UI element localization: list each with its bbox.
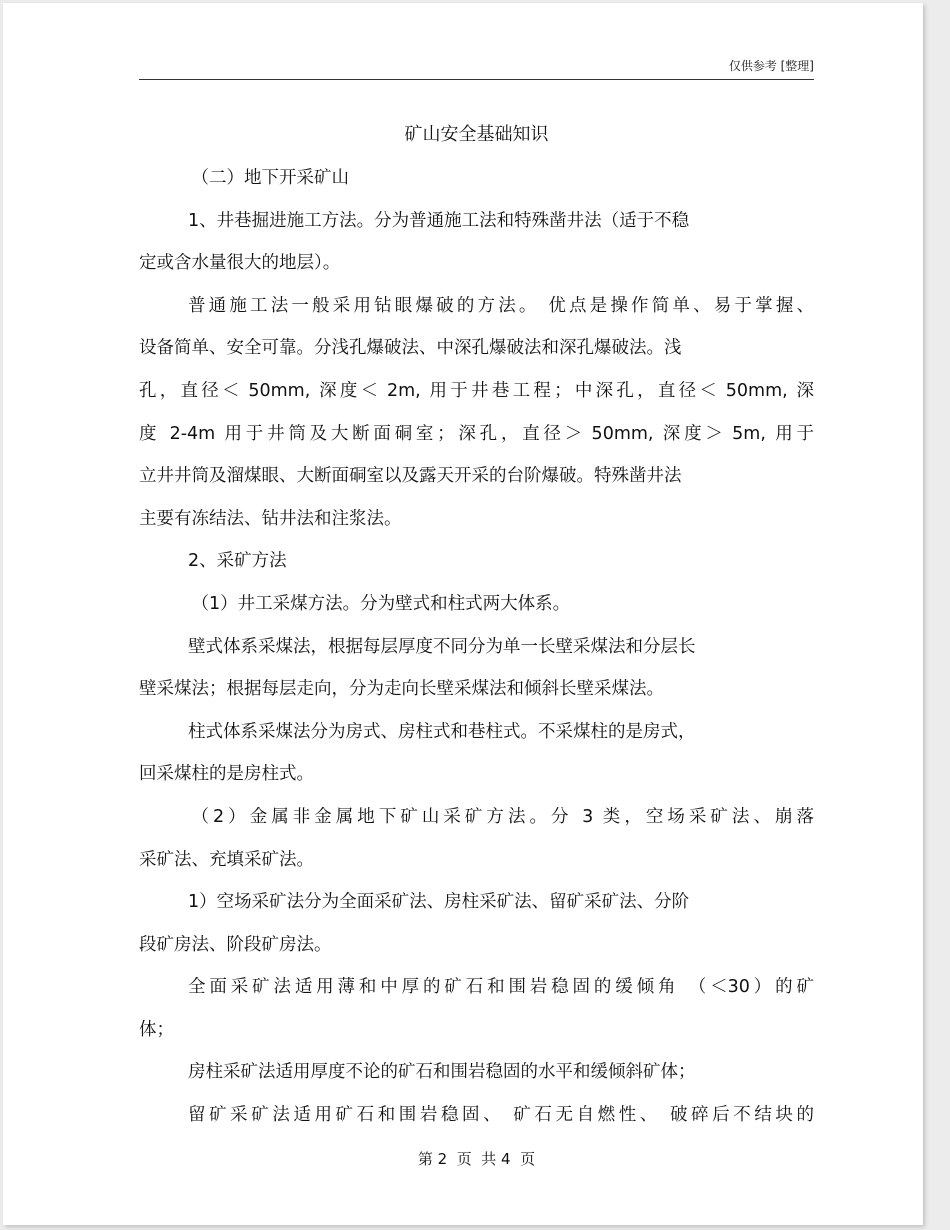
document-title: 矿山安全基础知识	[404, 124, 549, 145]
body-text	[139, 163, 814, 1143]
text-line: 孔，直径＜ 50mm, 深度＜ 2m, 用于井巷工程；中深孔，直径＜ 50mm, 深	[139, 380, 814, 401]
page-number-footer: 第 2 页 共 4 页	[417, 1150, 536, 1168]
text-line: 柱式体系采煤法分为房式、房柱式和巷柱式。不采煤柱的是房式，	[188, 721, 696, 742]
page-header-note: 仅供参考 [整理]	[728, 59, 814, 73]
text-line: 立井井筒及溜煤眼、大断面硐室以及露天开采的台阶爆破。特殊凿井法	[139, 466, 682, 487]
text-line: 段矿房法、阶段矿房法。	[139, 934, 332, 955]
text-line: 度 2-4m 用于井筒及大断面硐室；深孔，直径＞ 50mm, 深度＞ 5m, 用于	[139, 423, 814, 444]
text-line: （2）金属非金属地下矿山采矿方法。分 3 类，空场采矿法、崩落	[191, 806, 814, 827]
text-line: 回采煤柱的是房柱式。	[139, 764, 314, 785]
text-line: （1）井工采煤方法。分为壁式和柱式两大体系。	[191, 593, 571, 614]
text-line: 采矿法、充填采矿法。	[139, 849, 314, 870]
text-line: 体；	[139, 1019, 174, 1040]
text-line: 定或含水量很大的地层）。	[139, 253, 341, 274]
text-line: 1）空场采矿法分为全面采矿法、房柱采矿法、留矿采矿法、分阶	[188, 892, 690, 913]
text-line: 1、井巷掘进施工方法。分为普通施工法和特殊凿井法（适于不稳	[188, 210, 690, 231]
text-line: 壁式体系采煤法，根据每层厚度不同分为单一长壁采煤法和分层长	[188, 636, 696, 657]
text-line: 设备简单、安全可靠。分浅孔爆破法、中深孔爆破法和深孔爆破法。浅	[139, 338, 682, 359]
text-line: （二）地下开采矿山	[191, 168, 349, 188]
text-line: 留矿采矿法适用矿石和围岩稳固、 矿石无自燃性、 破碎后不结块的	[188, 1105, 814, 1126]
text-line: 壁采煤法；根据每层走向，分为走向长壁采煤法和倾斜长壁采煤法。	[139, 679, 664, 700]
text-line: 普通施工法一般采用钻眼爆破的方法。 优点是操作简单、易于掌握、	[188, 295, 814, 316]
document-page	[3, 3, 923, 1225]
text-line: 全面采矿法适用薄和中厚的矿石和围岩稳固的缓倾角 （＜30）的矿	[188, 977, 814, 998]
text-line: 主要有冻结法、钻井法和注浆法。	[139, 508, 402, 529]
text-line: 2、采矿方法	[188, 551, 287, 572]
header-divider	[139, 79, 814, 80]
text-line: 房柱采矿法适用厚度不论的矿石和围岩稳固的水平和缓倾斜矿体；	[188, 1062, 696, 1083]
